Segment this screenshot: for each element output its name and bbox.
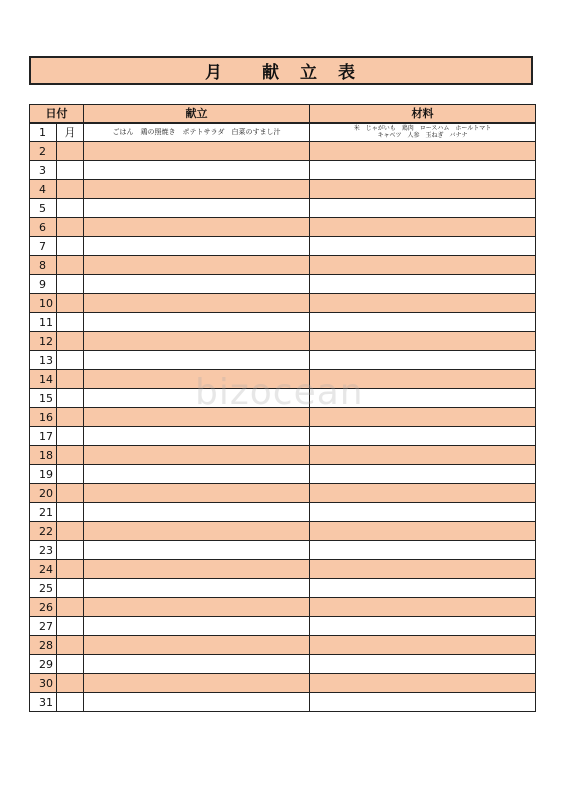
weekday-cell[interactable] — [57, 237, 84, 256]
day-number-cell: 11 — [30, 313, 57, 332]
ingredients-line: キャベツ 人参 玉ねぎ バナナ — [377, 132, 468, 140]
table-row — [30, 484, 536, 503]
menu-cell[interactable] — [84, 237, 310, 256]
menu-cell[interactable] — [84, 389, 310, 408]
header-ingredients: 材料 — [310, 105, 536, 123]
weekday-cell[interactable] — [57, 579, 84, 598]
weekday-cell[interactable] — [57, 218, 84, 237]
ingredients-cell[interactable] — [310, 427, 536, 446]
ingredients-cell[interactable] — [310, 161, 536, 180]
menu-cell[interactable] — [84, 541, 310, 560]
table-row — [30, 636, 536, 655]
weekday-cell[interactable] — [57, 446, 84, 465]
menu-cell[interactable] — [84, 370, 310, 389]
table-row — [30, 218, 536, 237]
day-number-cell: 8 — [30, 256, 57, 275]
weekday-cell[interactable] — [57, 313, 84, 332]
table-row — [30, 408, 536, 427]
table-row — [30, 617, 536, 636]
menu-cell[interactable] — [84, 484, 310, 503]
table-row — [30, 199, 536, 218]
table-row — [30, 693, 536, 712]
ingredients-cell[interactable] — [310, 617, 536, 636]
weekday-cell[interactable] — [57, 389, 84, 408]
table-row — [30, 142, 536, 161]
day-number-cell: 24 — [30, 560, 57, 579]
menu-cell[interactable] — [84, 427, 310, 446]
day-number-cell: 15 — [30, 389, 57, 408]
ingredients-cell[interactable] — [310, 256, 536, 275]
ingredients-cell[interactable] — [310, 503, 536, 522]
watermark-logo: bizocean — [195, 372, 364, 413]
menu-cell[interactable] — [84, 503, 310, 522]
ingredients-cell[interactable] — [310, 655, 536, 674]
ingredients-cell[interactable] — [310, 560, 536, 579]
ingredients-cell[interactable] — [310, 123, 536, 142]
menu-cell[interactable] — [84, 674, 310, 693]
weekday-cell[interactable] — [57, 560, 84, 579]
day-number-cell: 25 — [30, 579, 57, 598]
day-number-cell: 19 — [30, 465, 57, 484]
table-row — [30, 161, 536, 180]
day-number-cell: 28 — [30, 636, 57, 655]
day-number-cell: 16 — [30, 408, 57, 427]
menu-cell[interactable] — [84, 275, 310, 294]
table-row — [30, 123, 536, 142]
day-number-cell: 7 — [30, 237, 57, 256]
table-row — [30, 465, 536, 484]
table-row — [30, 351, 536, 370]
day-number-cell: 10 — [30, 294, 57, 313]
day-number-cell: 31 — [30, 693, 57, 712]
menu-cell[interactable] — [84, 693, 310, 712]
ingredients-cell[interactable] — [310, 484, 536, 503]
weekday-cell[interactable] — [57, 408, 84, 427]
menu-cell[interactable] — [84, 351, 310, 370]
menu-cell[interactable] — [84, 180, 310, 199]
table-row — [30, 446, 536, 465]
header-menu: 献立 — [84, 105, 310, 123]
table-row — [30, 655, 536, 674]
day-number-cell: 5 — [30, 199, 57, 218]
day-number-cell: 1 — [30, 123, 57, 142]
ingredients-cell[interactable] — [310, 351, 536, 370]
ingredients-cell[interactable] — [310, 199, 536, 218]
ingredients-cell[interactable] — [310, 389, 536, 408]
ingredients-cell[interactable] — [310, 636, 536, 655]
weekday-cell[interactable] — [57, 598, 84, 617]
weekday-cell[interactable] — [57, 161, 84, 180]
weekday-cell[interactable] — [57, 332, 84, 351]
table-row — [30, 313, 536, 332]
menu-cell[interactable] — [84, 294, 310, 313]
menu-cell[interactable] — [84, 655, 310, 674]
day-number-cell: 4 — [30, 180, 57, 199]
menu-cell[interactable] — [84, 617, 310, 636]
day-number-cell: 13 — [30, 351, 57, 370]
day-number-cell: 29 — [30, 655, 57, 674]
table-row — [30, 370, 536, 389]
day-number-cell: 6 — [30, 218, 57, 237]
day-number-cell: 14 — [30, 370, 57, 389]
weekday-cell[interactable] — [57, 294, 84, 313]
table-row — [30, 674, 536, 693]
ingredients-cell[interactable] — [310, 370, 536, 389]
ingredients-cell[interactable] — [310, 541, 536, 560]
menu-cell[interactable] — [84, 256, 310, 275]
ingredients-cell[interactable] — [310, 522, 536, 541]
weekday-cell[interactable] — [57, 617, 84, 636]
day-number-cell: 23 — [30, 541, 57, 560]
day-number-cell: 22 — [30, 522, 57, 541]
menu-cell[interactable] — [84, 465, 310, 484]
weekday-cell[interactable] — [57, 427, 84, 446]
ingredients-cell[interactable] — [310, 237, 536, 256]
day-number-cell: 17 — [30, 427, 57, 446]
weekday-cell[interactable] — [57, 693, 84, 712]
day-number-cell: 3 — [30, 161, 57, 180]
title-banner — [29, 56, 533, 85]
ingredients-cell[interactable] — [310, 180, 536, 199]
ingredients-cell[interactable] — [310, 465, 536, 484]
ingredients-cell[interactable] — [310, 142, 536, 161]
day-number-cell: 9 — [30, 275, 57, 294]
day-number-cell: 27 — [30, 617, 57, 636]
day-number-cell: 18 — [30, 446, 57, 465]
table-body — [30, 123, 536, 712]
day-number-cell: 2 — [30, 142, 57, 161]
day-number-cell: 26 — [30, 598, 57, 617]
page-title: 月 献 立 表 — [205, 63, 357, 83]
ingredients-cell[interactable] — [310, 446, 536, 465]
day-number-cell: 20 — [30, 484, 57, 503]
weekday-cell[interactable] — [57, 199, 84, 218]
ingredients-cell[interactable] — [310, 332, 536, 351]
table-row — [30, 541, 536, 560]
ingredients-cell[interactable] — [310, 408, 536, 427]
table-row — [30, 427, 536, 446]
menu-cell[interactable] — [84, 636, 310, 655]
weekday-cell[interactable] — [57, 370, 84, 389]
menu-cell[interactable] — [84, 579, 310, 598]
table-row — [30, 389, 536, 408]
weekday-cell[interactable] — [57, 256, 84, 275]
day-number-cell: 30 — [30, 674, 57, 693]
ingredients-cell[interactable] — [310, 598, 536, 617]
header-date: 日付 — [30, 105, 84, 123]
weekday-cell[interactable] — [57, 503, 84, 522]
ingredients-cell[interactable] — [310, 674, 536, 693]
menu-cell[interactable] — [84, 522, 310, 541]
menu-cell[interactable] — [84, 560, 310, 579]
table-header-row — [30, 105, 536, 123]
table-row — [30, 256, 536, 275]
day-number-cell: 12 — [30, 332, 57, 351]
weekday-cell[interactable] — [57, 636, 84, 655]
weekday-cell[interactable] — [57, 180, 84, 199]
day-number-cell: 21 — [30, 503, 57, 522]
menu-cell[interactable] — [84, 142, 310, 161]
ingredients-cell[interactable] — [310, 294, 536, 313]
table-row — [30, 579, 536, 598]
weekday-cell[interactable] — [57, 275, 84, 294]
weekday-cell[interactable] — [57, 351, 84, 370]
menu-cell[interactable]: ごはん 鶏の照焼き ポテトサラダ 白菜のすまし汁 — [84, 123, 310, 142]
table-row — [30, 503, 536, 522]
menu-table — [29, 104, 536, 712]
table-row — [30, 522, 536, 541]
weekday-cell[interactable] — [57, 142, 84, 161]
weekday-cell[interactable]: 月 — [57, 123, 84, 142]
menu-cell[interactable] — [84, 446, 310, 465]
table-row — [30, 275, 536, 294]
table-row — [30, 294, 536, 313]
menu-cell[interactable] — [84, 161, 310, 180]
menu-cell[interactable] — [84, 199, 310, 218]
weekday-cell[interactable] — [57, 484, 84, 503]
table-row — [30, 180, 536, 199]
weekday-cell[interactable] — [57, 522, 84, 541]
ingredients-cell[interactable] — [310, 693, 536, 712]
table-row — [30, 332, 536, 351]
weekday-cell[interactable] — [57, 541, 84, 560]
weekday-cell[interactable] — [57, 655, 84, 674]
ingredients-cell[interactable] — [310, 275, 536, 294]
weekday-cell[interactable] — [57, 674, 84, 693]
menu-cell[interactable] — [84, 218, 310, 237]
ingredients-cell[interactable] — [310, 313, 536, 332]
ingredients-cell[interactable] — [310, 579, 536, 598]
weekday-cell[interactable] — [57, 465, 84, 484]
ingredients-cell[interactable] — [310, 218, 536, 237]
table-row — [30, 237, 536, 256]
ingredients-line: 米 じゃがいも 鶏肉 ロースハム ホールトマト — [353, 125, 492, 133]
menu-cell[interactable] — [84, 598, 310, 617]
table-row — [30, 598, 536, 617]
menu-cell[interactable] — [84, 332, 310, 351]
menu-cell[interactable] — [84, 408, 310, 427]
menu-cell[interactable] — [84, 313, 310, 332]
table-row — [30, 560, 536, 579]
